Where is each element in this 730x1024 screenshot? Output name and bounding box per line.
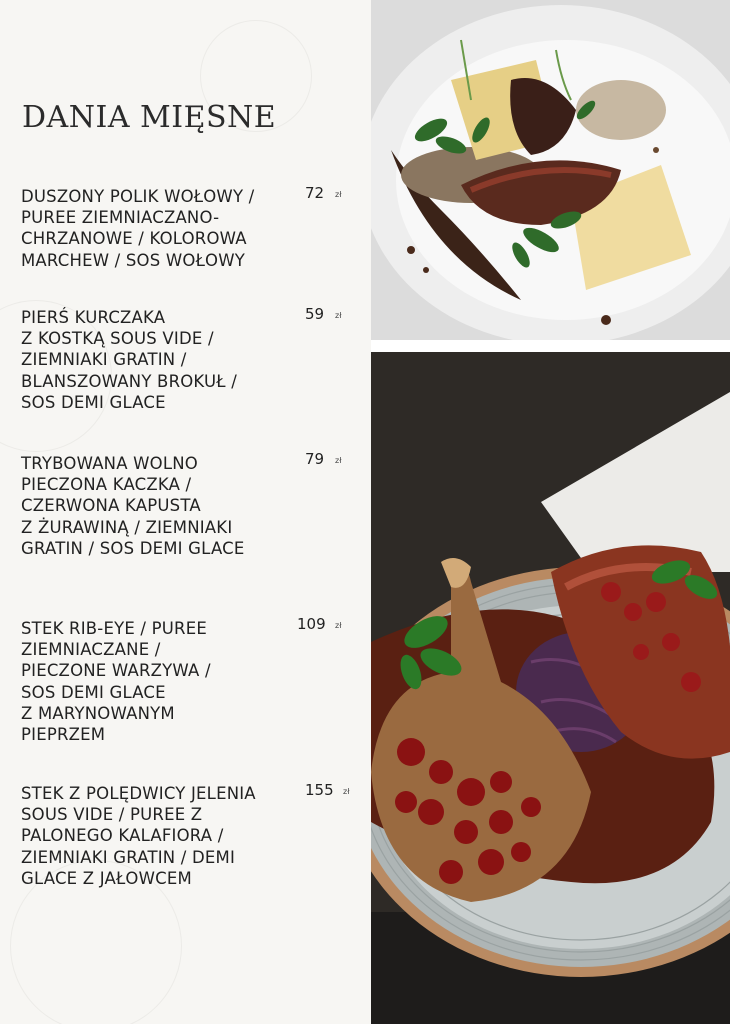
menu-item-price: 72 [305,184,325,202]
currency-label: zł [335,456,342,465]
menu-item-name: PIERŚ KURCZAKA Z KOSTKĄ SOUS VIDE / ZIEMNIAKI GRATIN / BLANSZOWANY BROKUŁ / SOS DEMI GLACE [21,308,237,412]
menu-item-price: 109 [297,615,326,633]
currency-label: zł [335,190,342,199]
menu-item-name: TRYBOWANA WOLNO PIECZONA KACZKA / CZERWONA KAPUSTA Z ŻURAWINĄ / ZIEMNIAKI GRATIN / SOS DEMI GLACE [21,454,245,558]
menu-item-price: 79 [305,450,325,468]
currency-label: zł [335,311,342,320]
menu-item-name: STEK RIB-EYE / PUREE ZIEMNIACZANE / PIECZONE WARZYWA / SOS DEMI GLACE Z MARYNOWANYM PIEPRZEM [21,619,211,745]
menu-item-price: 155 [305,781,334,799]
currency-label: zł [335,621,342,630]
menu-item-price: 59 [305,305,325,323]
menu-item-name: DUSZONY POLIK WOŁOWY / PUREE ZIEMNIACZANO- CHRZANOWE / KOLOROWA MARCHEW / SOS WOŁOWY [21,187,255,270]
menu-item-name: STEK Z POLĘDWICY JELENIA SOUS VIDE / PUREE Z PALONEGO KALAFIORA / ZIEMNIAKI GRATIN / DEMI GLACE Z JAŁOWCEM [21,784,256,888]
dish-photo-top [371,0,730,340]
dish-photo-bottom [371,352,730,1024]
currency-label: zł [343,787,350,796]
section-title: DANIA MIĘSNE [22,100,277,135]
